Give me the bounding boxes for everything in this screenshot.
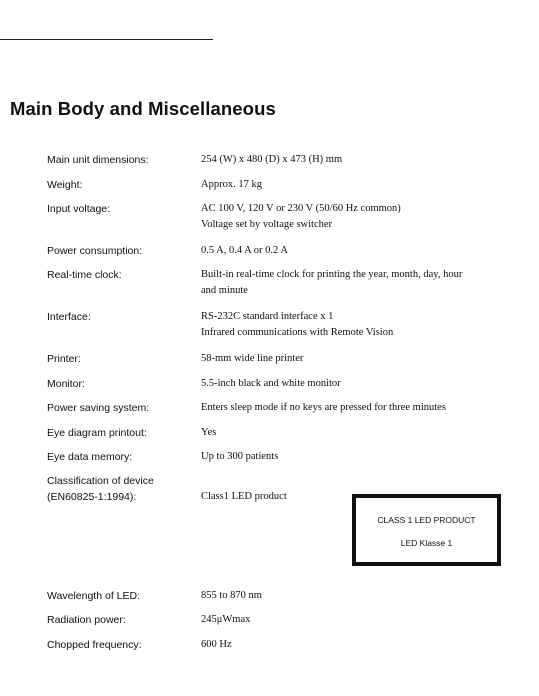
spec-label bbox=[47, 637, 142, 653]
spec-value bbox=[201, 637, 511, 653]
spec-label bbox=[47, 152, 149, 168]
spec-label bbox=[47, 473, 154, 505]
spec-label bbox=[47, 267, 122, 283]
spec-label-line: Classification of device bbox=[47, 475, 154, 487]
spec-label-line: (EN60825-1:1994): bbox=[47, 491, 137, 503]
spec-label-line: Monitor: bbox=[47, 378, 85, 390]
spec-label-line: Interface: bbox=[47, 311, 91, 323]
spec-value-line: AC 100 V, 120 V or 230 V (50/60 Hz common) bbox=[201, 203, 401, 214]
spec-value-line: Infrared communications with Remote Vision bbox=[201, 327, 394, 338]
spec-label-line: Printer: bbox=[47, 353, 81, 365]
spec-value-line: 245μWmax bbox=[201, 614, 251, 625]
spec-value-line: and minute bbox=[201, 285, 248, 296]
page-title: Main Body and Miscellaneous bbox=[10, 98, 276, 119]
spec-label bbox=[47, 612, 126, 628]
spec-label-line: Radiation power: bbox=[47, 614, 126, 626]
spec-value bbox=[201, 152, 511, 168]
spec-label bbox=[47, 400, 149, 416]
spec-value-line: 0.5 A, 0.4 A or 0.2 A bbox=[201, 245, 288, 256]
spec-value bbox=[201, 177, 511, 193]
spec-label bbox=[47, 376, 85, 392]
spec-value-line: Yes bbox=[201, 427, 217, 438]
spec-value-line: 5.5-inch black and white monitor bbox=[201, 378, 341, 389]
spec-value bbox=[201, 201, 511, 233]
spec-value bbox=[201, 449, 511, 465]
spec-value bbox=[201, 376, 511, 392]
spec-value-line: Built-in real-time clock for printing the year, month, day, hour bbox=[201, 269, 463, 280]
spec-label bbox=[47, 309, 91, 325]
spec-value-line: 600 Hz bbox=[201, 639, 232, 650]
spec-label-line: Power consumption: bbox=[47, 245, 143, 257]
spec-label bbox=[47, 588, 140, 604]
spec-value-line: Enters sleep mode if no keys are pressed for three minutes bbox=[201, 402, 446, 413]
spec-value-line: Up to 300 patients bbox=[201, 451, 279, 462]
spec-label-line: Wavelength of LED: bbox=[47, 590, 140, 602]
spec-value-line: 855 to 870 nm bbox=[201, 590, 262, 601]
spec-value-line: Voltage set by voltage switcher bbox=[201, 219, 333, 230]
spec-value-line: Approx. 17 kg bbox=[201, 179, 262, 190]
spec-label-line: Input voltage: bbox=[47, 203, 111, 215]
spec-value bbox=[201, 351, 511, 367]
spec-value bbox=[201, 425, 511, 441]
spec-label bbox=[47, 425, 147, 441]
spec-label bbox=[47, 449, 132, 465]
led-product-label bbox=[352, 494, 501, 566]
spec-label-line: Power saving system: bbox=[47, 402, 150, 414]
led-product-label-inner bbox=[356, 498, 497, 562]
spec-label bbox=[47, 243, 142, 259]
spec-label bbox=[47, 177, 82, 193]
spec-label-line: Eye data memory: bbox=[47, 451, 133, 463]
spec-value bbox=[201, 267, 511, 299]
spec-value-line: Class1 LED product bbox=[201, 491, 287, 502]
spec-value bbox=[201, 243, 511, 259]
spec-value-line: 254 (W) x 480 (D) x 473 (H) mm bbox=[201, 154, 343, 165]
spec-value bbox=[201, 588, 511, 604]
top-rule bbox=[0, 39, 213, 40]
spec-label-line: Weight: bbox=[47, 179, 83, 191]
spec-label-line: Chopped frequency: bbox=[47, 639, 142, 651]
spec-value-line bbox=[201, 473, 511, 489]
spec-value bbox=[201, 612, 511, 628]
spec-label bbox=[47, 201, 110, 217]
spec-value-line: 58-mm wide line printer bbox=[201, 353, 304, 364]
spec-value-line: RS-232C standard interface x 1 bbox=[201, 311, 334, 322]
spec-value bbox=[201, 400, 511, 416]
led-label-line-2: LED Klasse 1 bbox=[400, 538, 453, 548]
spec-label-line: Real-time clock: bbox=[47, 269, 122, 281]
spec-value bbox=[201, 309, 511, 341]
spec-label-line: Eye diagram printout: bbox=[47, 427, 147, 439]
spec-label-line: Main unit dimensions: bbox=[47, 154, 149, 166]
spec-label bbox=[47, 351, 81, 367]
led-label-line-1: CLASS 1 LED PRODUCT bbox=[377, 515, 476, 525]
